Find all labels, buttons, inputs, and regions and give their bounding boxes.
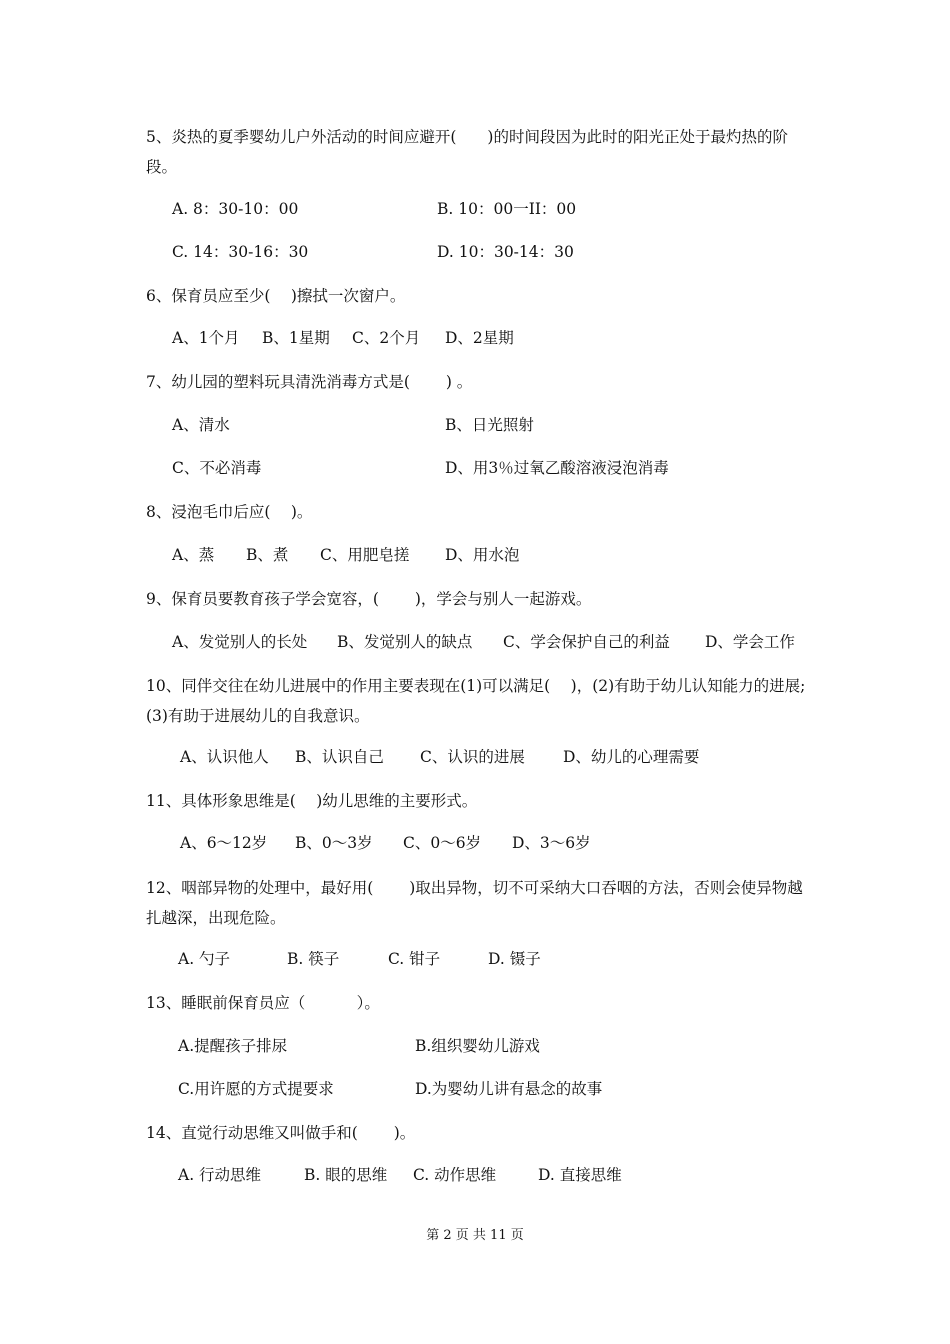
question-9-option-a: A、发觉别人的长处	[172, 633, 308, 651]
question-7-option-d: D、用3％过氧乙酸溶液浸泡消毒	[445, 459, 669, 477]
question-8-option-b: B、煮	[246, 546, 289, 564]
question-8-option-c: C、用肥皂搓	[320, 546, 410, 564]
question-12-option-b: B. 筷子	[287, 950, 340, 968]
question-13-option-d: D.为婴幼儿讲有悬念的故事	[415, 1080, 603, 1098]
question-7-option-a: A、清水	[172, 416, 230, 434]
question-8-stem: 8、浸泡毛巾后应( )。	[146, 503, 313, 521]
question-5-stem: 5、炎热的夏季婴幼儿户外活动的时间应避开( )的时间段因为此时的阳光正处于最灼热的阶段。	[146, 128, 788, 176]
question-13-option-a: A.提醒孩子排尿	[178, 1037, 288, 1055]
question-14-option-a: A. 行动思维	[178, 1166, 262, 1184]
question-12-option-a: A. 勺子	[178, 950, 231, 968]
question-7-option-c: C、不必消毒	[172, 459, 262, 477]
question-14-option-b: B. 眼的思维	[304, 1166, 388, 1184]
question-14-stem: 14、直觉行动思维又叫做手和( )。	[146, 1124, 416, 1142]
question-10-option-c: C、认识的进展	[420, 748, 525, 766]
question-10-option-b: B、认识自己	[295, 748, 384, 766]
question-9-option-b: B、发觉别人的缺点	[337, 633, 473, 651]
question-11-option-c: C、0～6岁	[403, 834, 482, 852]
question-10-option-d: D、幼儿的心理需要	[563, 748, 700, 766]
question-13-option-b: B.组织婴幼儿游戏	[415, 1037, 540, 1055]
question-8-option-d: D、用水泡	[445, 546, 520, 564]
question-6-option-c: C、2个月	[352, 329, 421, 347]
question-14-option-c: C. 动作思维	[413, 1166, 497, 1184]
question-13-stem: 13、睡眠前保育员应（ ）。	[146, 994, 380, 1012]
question-13-option-c: C.用许愿的方式提要求	[178, 1080, 334, 1098]
question-5-option-b: B. 10：00一II：00	[437, 200, 577, 218]
question-12-stem: 12、咽部异物的处理中，最好用( )取出异物，切不可采纳大口吞咽的方法，否则会使异物越扎越深，出现危险。	[146, 879, 803, 927]
question-7-stem: 7、幼儿园的塑料玩具清洗消毒方式是( ) 。	[146, 373, 473, 391]
question-9-stem: 9、保育员要教育孩子学会宽容，( )，学会与别人一起游戏。	[146, 590, 592, 608]
question-11-option-a: A、6～12岁	[180, 834, 268, 852]
question-6-option-a: A、1个月	[172, 329, 240, 347]
question-7-option-b: B、日光照射	[445, 416, 534, 434]
question-11-option-d: D、3～6岁	[512, 834, 591, 852]
question-8-option-a: A、蒸	[172, 546, 215, 564]
page-number-footer: 第 2 页 共 11 页	[426, 1228, 524, 1243]
question-14-option-d: D. 直接思维	[538, 1166, 622, 1184]
question-10-stem: 10、同伴交往在幼儿进展中的作用主要表现在(1)可以满足( )，(2)有助于幼儿认知能力的进展;(3)有助于进展幼儿的自我意识。	[146, 677, 806, 725]
question-5-option-d: D. 10：30-14：30	[437, 243, 574, 261]
question-12-option-d: D. 镊子	[488, 950, 541, 968]
question-11-stem: 11、具体形象思维是( )幼儿思维的主要形式。	[146, 792, 478, 810]
question-5-option-a: A. 8：30-10：00	[172, 200, 299, 218]
question-9-option-c: C、学会保护自己的利益	[503, 633, 670, 651]
question-6-option-b: B、1星期	[262, 329, 330, 347]
question-11-option-b: B、0～3岁	[295, 834, 373, 852]
question-6-stem: 6、保育员应至少( )擦拭一次窗户。	[146, 287, 406, 305]
question-6-option-d: D、2星期	[445, 329, 514, 347]
question-9-option-d: D、学会工作	[705, 633, 795, 651]
question-10-option-a: A、认识他人	[180, 748, 269, 766]
question-5-option-c: C. 14：30-16：30	[172, 243, 309, 261]
question-12-option-c: C. 钳子	[388, 950, 441, 968]
